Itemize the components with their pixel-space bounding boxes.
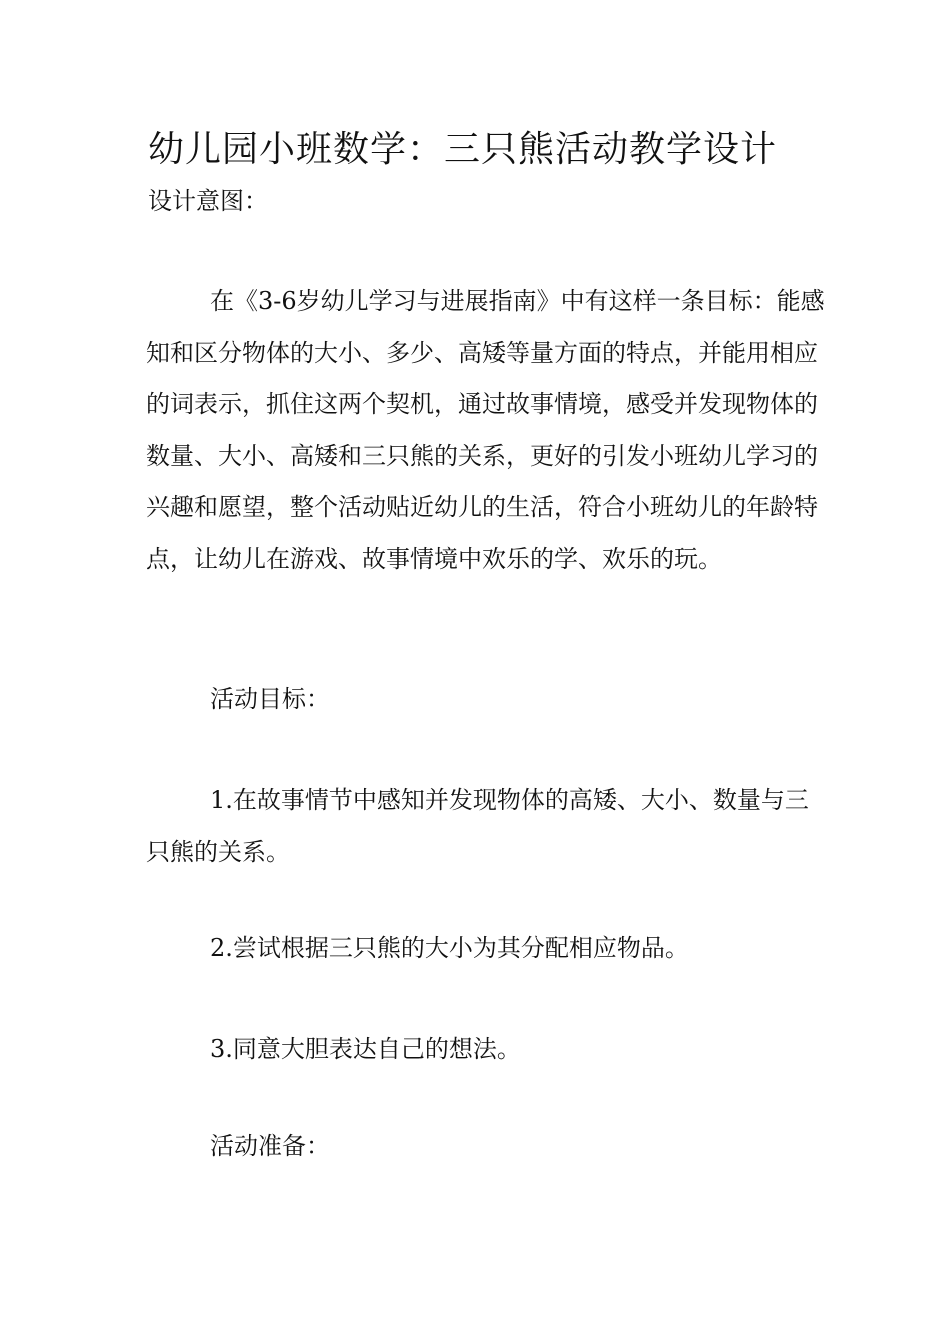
goal-item: 1.在故事情节中感知并发现物体的高矮、大小、数量与三只熊的关系。 xyxy=(146,786,809,866)
goal-item: 3.同意大胆表达自己的想法。 xyxy=(210,1035,521,1063)
preparation-heading: 活动准备： xyxy=(210,1132,330,1160)
design-intent-label: 设计意图： xyxy=(148,187,268,215)
goal-item: 2.尝试根据三只熊的大小为其分配相应物品。 xyxy=(210,934,689,962)
goals-heading: 活动目标： xyxy=(210,685,330,713)
document-title: 幼儿园小班数学：三只熊活动教学设计 xyxy=(148,129,778,170)
intro-paragraph: 在《3-6岁幼儿学习与进展指南》中有这样一条目标：能感知和区分物体的大小、多少、高矮等量方面的特点，并能用相应的词表示，抓住这两个契机，通过故事情境，感受并发现物体的数量、大小、高矮和三只熊的关系，更好的引发小班幼儿学习的兴趣和愿望，整个活动贴近幼儿的生活，符合小班幼儿的年龄特点，让幼儿在游戏、故事情境中欢乐的学、欢乐的玩。 xyxy=(146,287,825,573)
